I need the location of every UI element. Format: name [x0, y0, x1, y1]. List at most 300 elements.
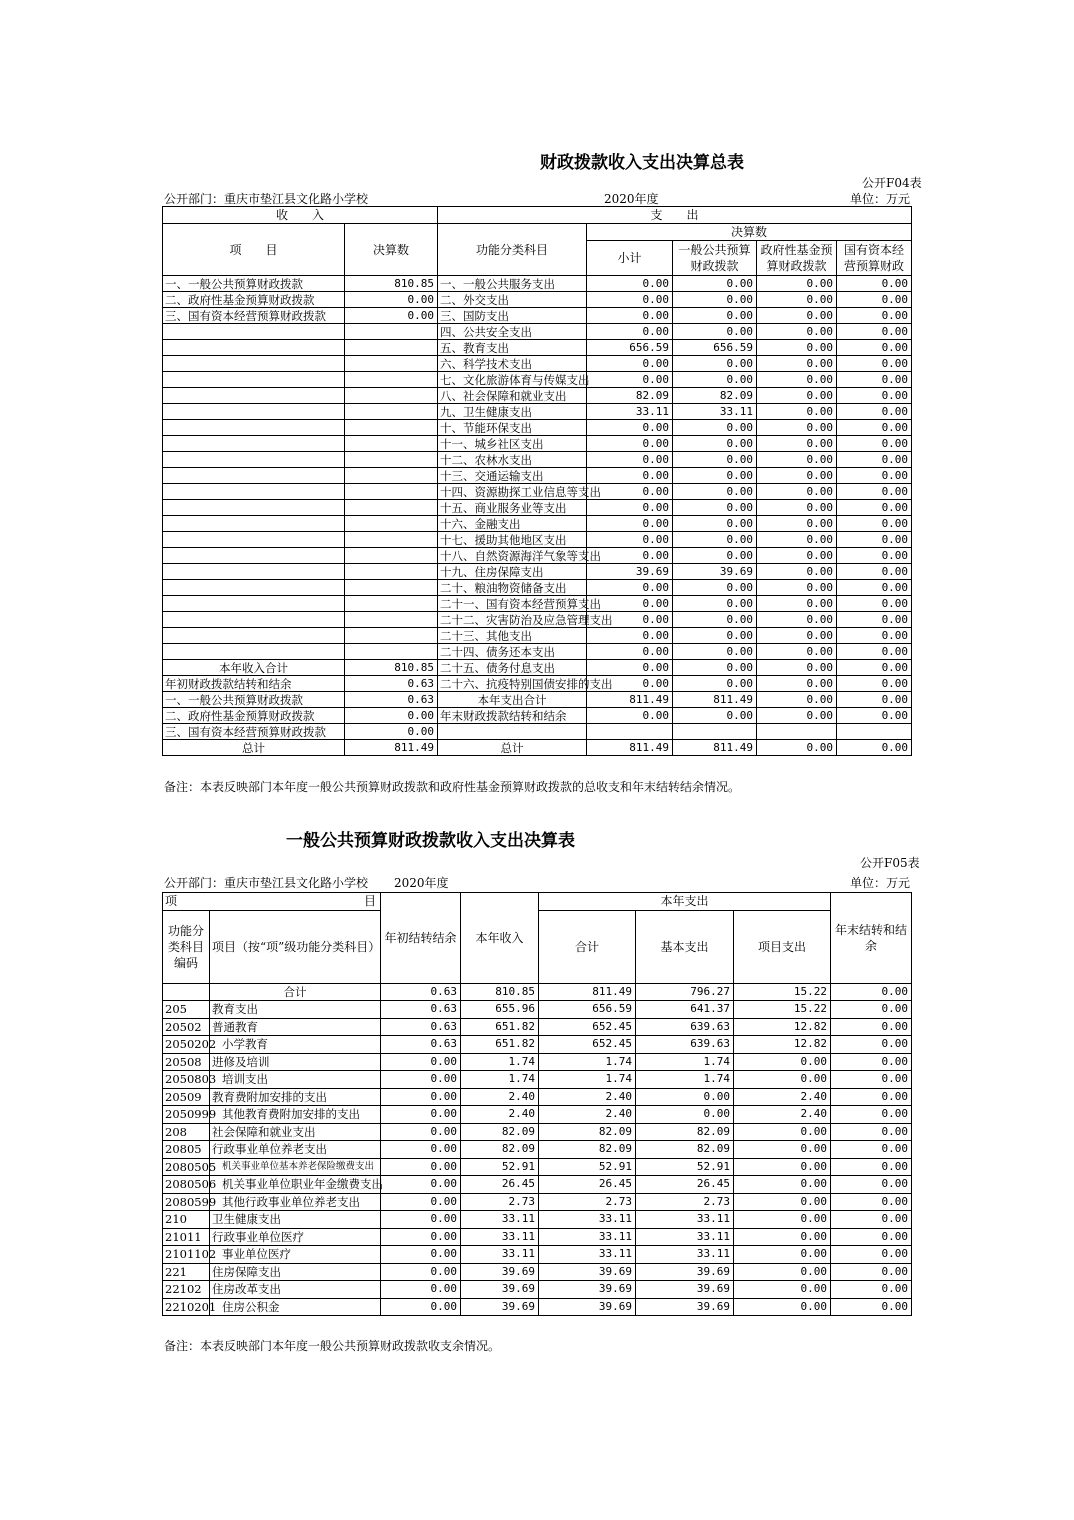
- table2-cell: 656.59: [539, 1001, 636, 1019]
- table1-cell: 0.00: [837, 420, 912, 436]
- table1-cell: 0.00: [837, 628, 912, 644]
- table1-cell: 二、政府性基金预算财政拨款: [163, 708, 345, 724]
- table2-cell: 33.11: [636, 1228, 734, 1246]
- table1-cell: [163, 612, 345, 628]
- item-name-header: 项目（按“项”级功能分类科目）: [210, 910, 381, 983]
- table1-cell: 一、一般公共预算财政拨款: [163, 692, 345, 708]
- table1-cell: 0.00: [587, 452, 673, 468]
- table1-dept: 公开部门：重庆市垫江县文化路小学校: [164, 192, 369, 206]
- income2-header: 本年收入: [461, 893, 539, 984]
- table1-row: [163, 468, 912, 484]
- table2-cell: 641.37: [636, 1001, 734, 1019]
- table2-cell: 1.74: [636, 1071, 734, 1089]
- table2-cell: 1.74: [539, 1071, 636, 1089]
- table1-row: [163, 628, 912, 644]
- table1-row: [163, 516, 912, 532]
- table1-cell: 0.00: [837, 436, 912, 452]
- table1-cell: 0.63: [345, 692, 438, 708]
- table1-cell: 0.00: [837, 276, 912, 292]
- table2-row: [163, 1158, 912, 1176]
- table1-cell: [163, 420, 345, 436]
- table2-cell: 208: [163, 1123, 210, 1141]
- table1-cell: 0.00: [757, 708, 837, 724]
- table1-cell: 0.00: [757, 500, 837, 516]
- table1-code: 公开F04表: [862, 176, 922, 190]
- table1-cell: 0.00: [757, 308, 837, 324]
- table2-cell: 社会保障和就业支出: [210, 1123, 381, 1141]
- table2-cell: 0.00: [381, 1176, 461, 1194]
- table2-cell: 2210201: [163, 1298, 210, 1316]
- table1-cell: [163, 564, 345, 580]
- table1-cell: [587, 724, 673, 740]
- table1-cell: 0.00: [673, 436, 757, 452]
- table2-cell: 22102: [163, 1281, 210, 1299]
- table2-cell: 810.85: [461, 983, 539, 1001]
- table1-cell: 0.00: [673, 308, 757, 324]
- table2-row: [163, 1106, 912, 1124]
- table2-cell: 39.69: [461, 1263, 539, 1281]
- table1-cell: 二十三、其他支出: [438, 628, 587, 644]
- table1-cell: [163, 372, 345, 388]
- table2-cell: 0.00: [831, 1141, 912, 1159]
- table1-cell: 810.85: [345, 660, 438, 676]
- table2-cell: 26.45: [539, 1176, 636, 1194]
- table2-cell: 52.91: [636, 1158, 734, 1176]
- table1-cell: 0.00: [837, 340, 912, 356]
- table2-cell: 652.45: [539, 1036, 636, 1054]
- table2-cell: 82.09: [636, 1123, 734, 1141]
- table1-cell: 0.00: [837, 468, 912, 484]
- table1-cell: [345, 340, 438, 356]
- table1-cell: 0.00: [673, 452, 757, 468]
- table2-cell: 0.00: [381, 1106, 461, 1124]
- table2-cell: 1.74: [461, 1053, 539, 1071]
- table2-cell: 0.00: [734, 1193, 831, 1211]
- table1-row: [163, 404, 912, 420]
- table1-cell: 810.85: [345, 276, 438, 292]
- table2-cell: 12.82: [734, 1036, 831, 1054]
- table2-cell: 0.63: [381, 1036, 461, 1054]
- table2-cell: 2.73: [461, 1193, 539, 1211]
- table2-cell: 0.00: [381, 1071, 461, 1089]
- table1-cell: 811.49: [673, 692, 757, 708]
- table2-cell: 82.09: [539, 1123, 636, 1141]
- table2-cell: 33.11: [461, 1228, 539, 1246]
- table1-cell: [163, 452, 345, 468]
- table1-row: [163, 292, 912, 308]
- table2-cell: 0.00: [831, 1088, 912, 1106]
- table1-cell: 0.00: [587, 484, 673, 500]
- general-header: 一般公共预算财政拨款: [673, 241, 757, 276]
- table1-cell: 0.00: [673, 276, 757, 292]
- table1-cell: 33.11: [587, 404, 673, 420]
- table2-cell: 2101102: [163, 1246, 210, 1264]
- table2-row: [163, 1298, 912, 1316]
- table2-cell: 教育支出: [210, 1001, 381, 1019]
- table1-row: [163, 644, 912, 660]
- table1-row: [163, 708, 912, 724]
- table2-cell: 2080505: [163, 1158, 210, 1176]
- table1-cell: 0.00: [673, 676, 757, 692]
- table1-cell: 811.49: [673, 740, 757, 756]
- table2-row: [163, 1141, 912, 1159]
- end-header: 年末结转和结余: [831, 893, 912, 984]
- table2-cell: 0.00: [831, 1106, 912, 1124]
- item-right: 目: [364, 894, 377, 909]
- table1-cell: 十八、自然资源海洋气象等支出: [438, 548, 587, 564]
- table2-cell: 20805: [163, 1141, 210, 1159]
- table1-cell: 0.00: [587, 468, 673, 484]
- table2-cell: 1.74: [636, 1053, 734, 1071]
- table1-cell: 82.09: [587, 388, 673, 404]
- table1-cell: 0.00: [837, 356, 912, 372]
- table1-cell: 六、科学技术支出: [438, 356, 587, 372]
- table1-cell: [345, 420, 438, 436]
- table1-row: [163, 660, 912, 676]
- table2-cell: 651.82: [461, 1018, 539, 1036]
- table2-cell: 210: [163, 1211, 210, 1229]
- table1-cell: [345, 532, 438, 548]
- table2-cell: 0.00: [734, 1281, 831, 1299]
- table2-cell: 0.00: [734, 1176, 831, 1194]
- table1-cell: 二十、粮油物资储备支出: [438, 580, 587, 596]
- table1-cell: 0.00: [587, 660, 673, 676]
- table2-cell: 0.63: [381, 983, 461, 1001]
- table1-row: [163, 276, 912, 292]
- table1-cell: [345, 548, 438, 564]
- fiscal-summary-table: [162, 206, 912, 756]
- table2-cell: 0.00: [734, 1298, 831, 1316]
- table1-cell: 二十五、债务付息支出: [438, 660, 587, 676]
- table1-cell: [837, 724, 912, 740]
- table2-cell: 0.00: [381, 1158, 461, 1176]
- table2-cell: 21011: [163, 1228, 210, 1246]
- item-header: 项 目: [163, 224, 345, 276]
- table2-cell: 2080506: [163, 1176, 210, 1194]
- table2-year: 2020年度: [394, 876, 449, 890]
- table1-cell: 0.00: [837, 500, 912, 516]
- table2-cell: 普通教育: [210, 1018, 381, 1036]
- table2-unit: 单位：万元: [850, 876, 911, 890]
- table2-cell: 0.00: [381, 1211, 461, 1229]
- basic-header: 基本支出: [636, 910, 734, 983]
- table1-cell: 0.00: [587, 612, 673, 628]
- table2-cell: 机关事业单位基本养老保险缴费支出: [210, 1158, 381, 1176]
- table1-cell: 0.00: [673, 372, 757, 388]
- table1-cell: [345, 516, 438, 532]
- table2-cell: 39.69: [461, 1281, 539, 1299]
- table2-code: 公开F05表: [860, 856, 920, 870]
- table2-cell: 2.40: [461, 1088, 539, 1106]
- table2-cell: 39.69: [636, 1281, 734, 1299]
- table1-cell: 0.00: [587, 420, 673, 436]
- table1-row: [163, 308, 912, 324]
- table2-cell: 2.40: [461, 1106, 539, 1124]
- table2-row: [163, 1053, 912, 1071]
- table2-cell: 0.00: [831, 1263, 912, 1281]
- table1-cell: [345, 356, 438, 372]
- table1-title: 财政拨款收入支出决算总表: [540, 153, 744, 173]
- table1-cell: 0.00: [757, 548, 837, 564]
- table1-cell: 十一、城乡社区支出: [438, 436, 587, 452]
- table1-cell: 年初财政拨款结转和结余: [163, 676, 345, 692]
- table1-year: 2020年度: [604, 192, 659, 206]
- table1-cell: 九、卫生健康支出: [438, 404, 587, 420]
- table1-row: [163, 692, 912, 708]
- table2-row: [163, 1001, 912, 1019]
- table2-cell: 合计: [210, 983, 381, 1001]
- table2-cell: 0.00: [831, 1071, 912, 1089]
- table2-cell: 0.00: [831, 1053, 912, 1071]
- table2-cell: 39.69: [636, 1298, 734, 1316]
- table2-cell: 行政事业单位养老支出: [210, 1141, 381, 1159]
- table1-cell: 0.00: [837, 644, 912, 660]
- table1-cell: 0.00: [757, 420, 837, 436]
- table2-cell: 0.00: [734, 1123, 831, 1141]
- table1-row: [163, 372, 912, 388]
- table1-cell: 0.00: [757, 404, 837, 420]
- table2-cell: 0.00: [381, 1246, 461, 1264]
- table2-cell: 0.00: [734, 1071, 831, 1089]
- table1-cell: 十七、援助其他地区支出: [438, 532, 587, 548]
- table1-cell: 0.00: [757, 564, 837, 580]
- table1-cell: 四、公共安全支出: [438, 324, 587, 340]
- table2-cell: 0.00: [381, 1053, 461, 1071]
- table2-cell: 卫生健康支出: [210, 1211, 381, 1229]
- table1-row: [163, 452, 912, 468]
- table1-cell: 0.00: [587, 708, 673, 724]
- table2-cell: 0.00: [831, 1001, 912, 1019]
- table2-title: 一般公共预算财政拨款收入支出决算表: [286, 831, 575, 851]
- table1-cell: [345, 628, 438, 644]
- table1-cell: 0.00: [673, 532, 757, 548]
- amount-header: 决算数: [345, 224, 438, 276]
- table1-cell: 0.00: [673, 580, 757, 596]
- table2-cell: 0.00: [734, 1228, 831, 1246]
- table1-row: [163, 596, 912, 612]
- table2-cell: 0.00: [831, 983, 912, 1001]
- table1-cell: 本年支出合计: [438, 692, 587, 708]
- table1-cell: 二、外交支出: [438, 292, 587, 308]
- table2-row: [163, 1071, 912, 1089]
- table2-cell: 0.00: [734, 1246, 831, 1264]
- table1-cell: 0.00: [757, 644, 837, 660]
- table2-cell: 33.11: [636, 1246, 734, 1264]
- table1-cell: [163, 468, 345, 484]
- table1-note: 备注：本表反映部门本年度一般公共预算财政拨款和政府性基金预算财政拨款的总收支和年末结转结余情况。: [164, 780, 741, 794]
- table1-cell: 总计: [163, 740, 345, 756]
- table2-cell: 其他行政事业单位养老支出: [210, 1193, 381, 1211]
- table2-cell: 26.45: [636, 1176, 734, 1194]
- table1-cell: 0.00: [587, 436, 673, 452]
- table1-cell: 0.00: [757, 292, 837, 308]
- table2-row: [163, 1246, 912, 1264]
- table1-cell: 0.00: [345, 292, 438, 308]
- table2-cell: 0.00: [831, 1123, 912, 1141]
- table1-cell: 0.00: [757, 436, 837, 452]
- table2-row: [163, 1123, 912, 1141]
- table1-cell: 十四、资源勘探工业信息等支出: [438, 484, 587, 500]
- table1-cell: 三、国有资本经营预算财政拨款: [163, 308, 345, 324]
- table1-cell: [163, 404, 345, 420]
- table1-cell: 三、国有资本经营预算财政拨款: [163, 724, 345, 740]
- table1-cell: 0.00: [673, 324, 757, 340]
- table2-cell: 52.91: [461, 1158, 539, 1176]
- table1-cell: [345, 644, 438, 660]
- table1-cell: [757, 724, 837, 740]
- table2-cell: 2050202: [163, 1036, 210, 1054]
- table1-cell: [345, 596, 438, 612]
- table2-cell: 事业单位医疗: [210, 1246, 381, 1264]
- table1-cell: 0.00: [587, 532, 673, 548]
- table1-cell: 0.00: [757, 324, 837, 340]
- table1-cell: 0.00: [837, 564, 912, 580]
- table1-cell: 十、节能环保支出: [438, 420, 587, 436]
- table1-row: [163, 580, 912, 596]
- table1-cell: 五、教育支出: [438, 340, 587, 356]
- table1-cell: 0.00: [587, 372, 673, 388]
- table2-cell: 0.00: [636, 1106, 734, 1124]
- table1-cell: 811.49: [587, 692, 673, 708]
- table1-cell: 0.00: [587, 324, 673, 340]
- table1-cell: 0.00: [587, 500, 673, 516]
- table1-cell: 总计: [438, 740, 587, 756]
- table2-row: [163, 1193, 912, 1211]
- table2-cell: 15.22: [734, 983, 831, 1001]
- table2-cell: 2.40: [734, 1106, 831, 1124]
- table1-cell: [163, 596, 345, 612]
- table1-row: [163, 324, 912, 340]
- table2-cell: 2.40: [734, 1088, 831, 1106]
- table1-cell: 0.00: [757, 372, 837, 388]
- table1-cell: 0.00: [837, 692, 912, 708]
- table1-cell: 二十六、抗疫特别国债安排的支出: [438, 676, 587, 692]
- table2-row: [163, 1228, 912, 1246]
- table2-cell: 0.00: [831, 1281, 912, 1299]
- table2-cell: 796.27: [636, 983, 734, 1001]
- table1-cell: [438, 724, 587, 740]
- subtotal-header: 小计: [587, 241, 673, 276]
- amount2-header: 决算数: [587, 224, 912, 241]
- item-corner: [163, 893, 381, 911]
- table1-cell: [345, 404, 438, 420]
- table1-cell: 811.49: [345, 740, 438, 756]
- table1-cell: [345, 388, 438, 404]
- table1-cell: [345, 500, 438, 516]
- table2-cell: 0.00: [831, 1211, 912, 1229]
- table1-cell: [163, 532, 345, 548]
- total-header: 合计: [539, 910, 636, 983]
- table1-cell: 0.00: [345, 724, 438, 740]
- table1-cell: 0.00: [587, 308, 673, 324]
- table2-cell: 0.00: [381, 1298, 461, 1316]
- table2-cell: 205: [163, 1001, 210, 1019]
- item-left: 项: [165, 894, 178, 909]
- table2-cell: 0.00: [831, 1158, 912, 1176]
- table1-cell: 0.00: [837, 388, 912, 404]
- table2-cell: 2.40: [539, 1106, 636, 1124]
- table2-cell: 0.63: [381, 1018, 461, 1036]
- table1-cell: 一、一般公共服务支出: [438, 276, 587, 292]
- table1-cell: 0.00: [837, 324, 912, 340]
- table1-cell: 0.00: [673, 548, 757, 564]
- table1-cell: 0.00: [837, 548, 912, 564]
- table1-cell: 656.59: [673, 340, 757, 356]
- table1-row: [163, 484, 912, 500]
- table2-cell: 0.00: [734, 1053, 831, 1071]
- table1-cell: 33.11: [673, 404, 757, 420]
- table1-cell: 0.00: [757, 692, 837, 708]
- table2-cell: 26.45: [461, 1176, 539, 1194]
- table1-cell: [163, 356, 345, 372]
- table2-row: [163, 1088, 912, 1106]
- table2-row: [163, 1263, 912, 1281]
- table2-cell: 20508: [163, 1053, 210, 1071]
- table2-cell: 0.00: [831, 1036, 912, 1054]
- table1-cell: [163, 340, 345, 356]
- table1-cell: 656.59: [587, 340, 673, 356]
- table1-cell: 0.00: [757, 452, 837, 468]
- table2-cell: 39.69: [539, 1298, 636, 1316]
- table2-cell: 33.11: [461, 1211, 539, 1229]
- table2-cell: [163, 983, 210, 1001]
- table1-row: [163, 420, 912, 436]
- table2-cell: 住房保障支出: [210, 1263, 381, 1281]
- project-header: 项目支出: [734, 910, 831, 983]
- table2-cell: 小学教育: [210, 1036, 381, 1054]
- table1-cell: 0.00: [757, 484, 837, 500]
- table2-cell: 15.22: [734, 1001, 831, 1019]
- table1-cell: [163, 500, 345, 516]
- table1-cell: 0.00: [587, 628, 673, 644]
- table1-row: [163, 740, 912, 756]
- table2-cell: 1.74: [461, 1071, 539, 1089]
- table1-row: [163, 724, 912, 740]
- table1-row: [163, 500, 912, 516]
- table1-cell: 0.00: [837, 516, 912, 532]
- table1-cell: 0.00: [837, 580, 912, 596]
- table1-cell: [163, 324, 345, 340]
- table1-cell: 39.69: [673, 564, 757, 580]
- table1-cell: [163, 516, 345, 532]
- table2-cell: 12.82: [734, 1018, 831, 1036]
- table2-cell: 82.09: [636, 1141, 734, 1159]
- table1-cell: 0.00: [837, 452, 912, 468]
- table1-cell: 0.00: [837, 372, 912, 388]
- table2-cell: 0.00: [831, 1193, 912, 1211]
- table2-cell: 0.00: [734, 1263, 831, 1281]
- table1-cell: 811.49: [587, 740, 673, 756]
- table2-cell: 33.11: [461, 1246, 539, 1264]
- table1-cell: 0.00: [757, 276, 837, 292]
- table2-cell: 39.69: [539, 1263, 636, 1281]
- table2-cell: 20509: [163, 1088, 210, 1106]
- table2-row: [163, 1018, 912, 1036]
- table1-cell: [163, 484, 345, 500]
- table2-cell: 52.91: [539, 1158, 636, 1176]
- table1-cell: 0.00: [837, 532, 912, 548]
- table2-cell: 39.69: [636, 1263, 734, 1281]
- table1-cell: 0.00: [757, 468, 837, 484]
- table2-cell: 0.00: [381, 1281, 461, 1299]
- table2-cell: 0.00: [734, 1141, 831, 1159]
- table1-cell: 0.00: [587, 292, 673, 308]
- table2-cell: 住房公积金: [210, 1298, 381, 1316]
- func-header: 功能分类科目: [438, 224, 587, 276]
- func-code-header: 功能分类科目编码: [163, 910, 210, 983]
- income-header: 收 入: [163, 207, 438, 224]
- table1-cell: [345, 580, 438, 596]
